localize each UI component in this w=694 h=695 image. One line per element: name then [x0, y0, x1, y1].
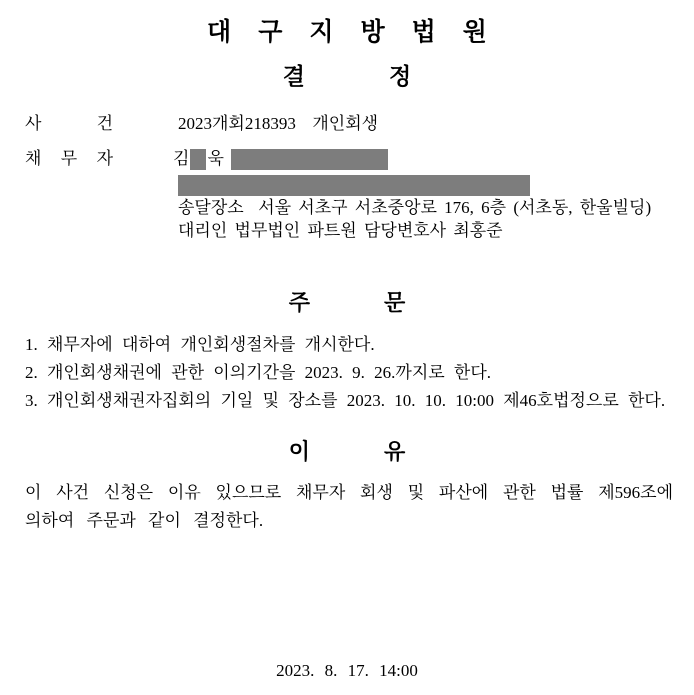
- debtor-label-char: 자: [96, 149, 113, 168]
- debtor-label-char: 무: [60, 149, 78, 168]
- case-number-row: [0, 112, 694, 136]
- redacted-address-line: [178, 175, 530, 196]
- debtor-label-char: 채: [25, 149, 42, 168]
- debtor-name-suffix: 욱: [207, 149, 224, 168]
- redacted-personal-info: [231, 149, 388, 170]
- reason-section-heading: 이유: [288, 439, 480, 464]
- order-item: 2. 개인회생채권에 관한 이의기간을 2023. 9. 26.까지로 한다.: [25, 363, 492, 382]
- debtor-name-prefix: 김: [173, 149, 190, 168]
- debtor-row: [0, 147, 694, 171]
- case-number-value: 2023개회218393 개인회생: [178, 114, 379, 133]
- court-name-title: 대구지방법원: [207, 18, 514, 46]
- attorney-line: 대리인 법무법인 파트원 담당변호사 최홍준: [178, 221, 503, 240]
- service-address-line: 송달장소 서울 서초구 서초중앙로 176, 6층 (서초동, 한울빌딩): [178, 198, 652, 217]
- order-item: 3. 개인회생채권자집회의 기일 및 장소를 2023. 10. 10. 10:00 제46호법정으로 한다.: [25, 391, 666, 410]
- decision-datetime: 2023. 8. 17. 14:00: [276, 661, 418, 680]
- order-section-heading: 주문: [288, 290, 480, 315]
- document-type-title: 결정: [282, 63, 496, 89]
- debtor-name-line: [173, 147, 388, 171]
- redacted-name-character: [190, 149, 206, 170]
- case-label-char: 사: [25, 114, 42, 133]
- order-item: 1. 채무자에 대하여 개인회생절차를 개시한다.: [25, 335, 375, 354]
- reason-paragraph: 이 사건 신청은 이유 있으므로 채무자 회생 및 파산에 관한 법률 제596조에 의하여 주문과 같이 결정한다.: [25, 483, 673, 530]
- debtor-label: [25, 147, 113, 171]
- order-items-list: [25, 331, 680, 415]
- case-label-char: 건: [96, 114, 113, 133]
- case-label: [25, 112, 113, 136]
